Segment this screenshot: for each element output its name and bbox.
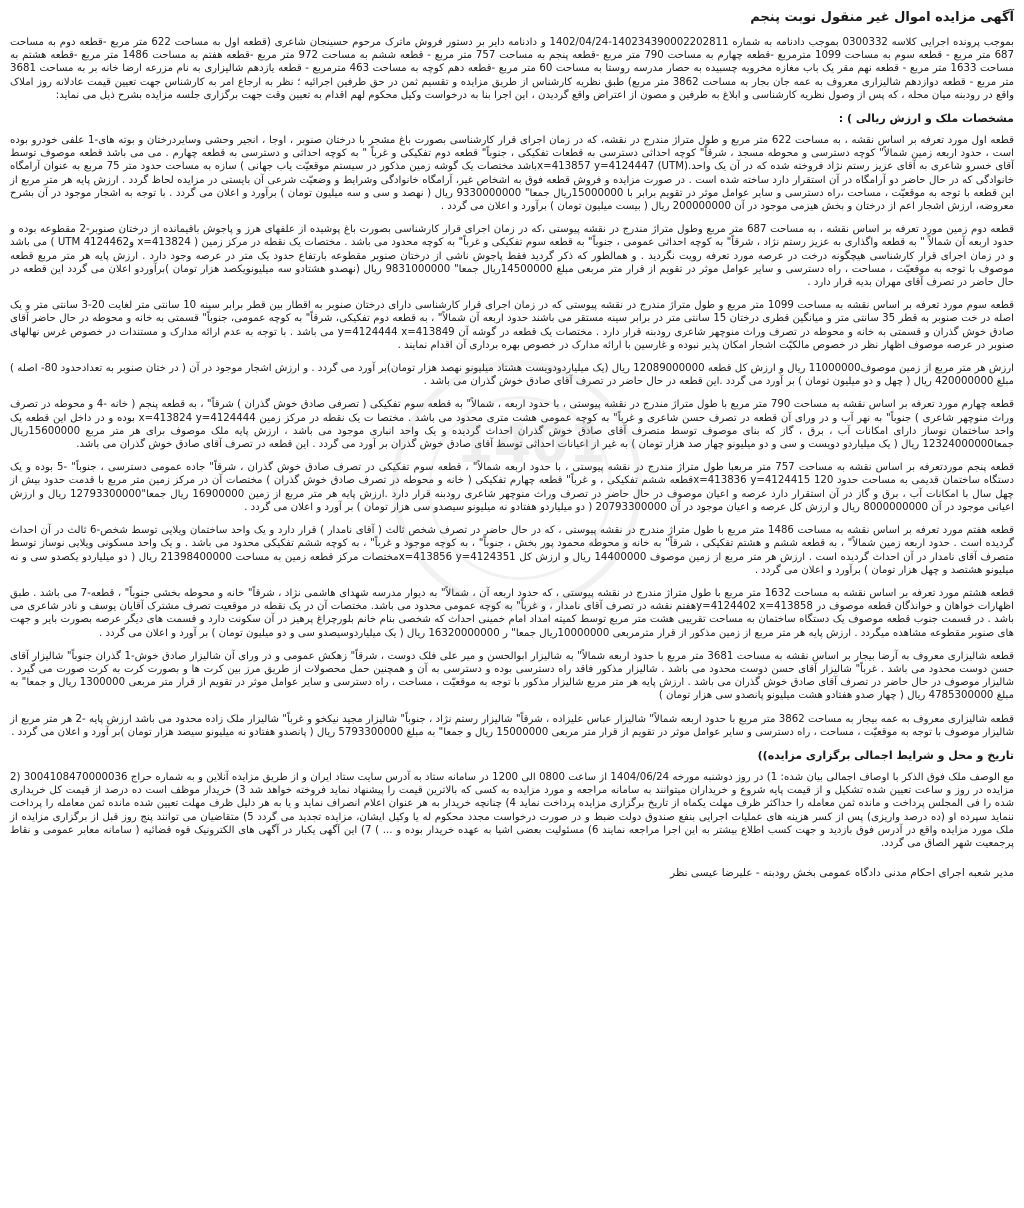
parcel-4-paragraph: قطعه چهارم مورد تعرفه بر اساس نقشه به مساحت 790 متر مربع با طول متراژ مندرج در نقشه پیوستی ، با حدود اربعه ، شمالاً" به قطعه سوم تفکیکی ( تصرفی صادق خوش گذران ) شرقاً" ، به قطعه پنجم ( خانه -4 و محوطه در تصرف وراث منوچهر شاعری ) جنوباً" به نهر آب و در ورای آن قطعه در تصرف حسن شاعری و غرباً" به کوچه عمومی هشت متری محدود می باشد . مختصا ت یک نقطه در مرکز زمین x=413824 y=4124444 بوده و در داخل این قطعه یک واحد ساختمان نوساز دارای امکانات آب ، برق ، گاز که بنای موصوف توسط متصرف آقای صادق خوش گذران احداث گردیده و یک واحد انباری موجود می باشد ، ارزش پایه ملک موصوف برای هر متر مربع 15600000ریال جمعا12324000000 ریال ( یک میلیاردو دویست و سی و دو میلیونو چهار صد هزار تومان ) به غیر از اعیانات احداثی توسط آقای صادق خوش گذران بر آورد می گردد . این قطعه در تصرف آقای صادق خوش گذران می باشد. [10, 399, 1014, 451]
parcel-3-paragraph: قطعه سوم مورد تعرفه بر اساس نقشه به مساحت 1099 متر مربع و طول متراژ مندرج در نقشه پیوستی که در زمان اجرای قرار کارشناسی دارای درختان صنوبر به اقطار بین قطر برابر سینه 10 سانتی متر لغایت 20-3 سانتی متر و یک اصله در خت صنوبر به قطر 35 سانتی متر و میانگین قطری درختان 15 سانتی متر در برابر سینه مستقر می باشند حدود اربعه آن شمالاً" ، به قطعه دوم تفکیکی، شرقاً" به کوچه عمومی، جنوباً" قسمتی به خانه و محوطه در حال حاضر آقای صادق خوش گذران و قسمتی به خانه و محوطه در تصرف وراث منوچهر شاعری رودبنه قرار دارد . مختصات یک قطعه در گوشه آن y=4124444 x=413849 می باشد . با توجه به عدم ارائه مدارک و مستندات در خصوص غرس نهالهای صنوبر در عرصه موصوف اظهار نظر در خصوص مالکیّت اشجار امکان پذیر نبوده و غارسین با ارائه مدارک در خصوص بهره برداری آن اقدام نمایند . [10, 300, 1015, 351]
parcel-5-paragraph: قطعه پنجم موردتعرفه بر اساس نقشه به مساحت 757 متر مربعبا طول متراژ مندرج در نقشه پیوستی ، با حدود اربعه شمالاً" ، قطعه سوم تفکیکی در تصرف صادق خوش گذران ، شرقاً" جاده عمومی دسترسی ، جنوباً" -5 بوده و یک دستگاه ساختمان قدیمی به مساحت حدود 120 x=413836 y=4124415قطعه ششم تفکیکی ، و غرباً" قطعه چهارم تفکیکی ( خانه و محوطه در تصرف صادق خوش گذران ) مختصات آن در مرکز زمین متر مربع با قدمت حدود بیش از چهل سال با امکانات آب ، برق و گاز در آن استقرار دارد عرصه و اعیان موصوف در حال حاضر در تصرف وراث منوچهر شاعری رودبنه قرار دارد .ارزش پایه هر متر مربع از زمین 16900000 ریال جمعا"12793300000 ریال و ارزش اعیانی موجود در آن 8000000000 ریال و ارزش کل عرصه و اعیان موجود در آن 20793300000 ( دو میلیاردو هفتادو نه میلیونو سیصدو سی هزار تومان ) بر آورد و اعلان می گردد . [10, 462, 1014, 513]
parcel-8-paragraph: قطعه هشتم مورد تعرفه بر اساس نقشه به مساحت 1632 متر مربع با طول متراژ مندرج در نقشه پیوستی ، که حدود اربعه آن ، شمالاً" به دیوار مدرسه شهدای هاشمی نژاد ، شرقاً" خانه و محوطه بخشی جنوباً" ، قطعه-7 می باشد . طبق اظهارات خواهان و خوانذگان قطعه موصوف در y=4124402 x=413858هفتم نقشه در تصرف آقای نامدار ، و غرباً" به کوچه عمومی محدود می باشد. مختصات آن در یک نقطه در موقعیت تصرف مشترک آقایان یوسف و نادر شاعری می باشد . در قسمت جنوب قطعه موصوف یک دستگاه ساختمان به مساحت تقریبی هشت متر مربع توسط کمیته امداد امام خمینی احداث که شخصی بنام خانم بلورچراغ پرهیز در آن سکونت دارد و قسمت های دیگر عرصه بصورت بایر و جهت های صنوبر مقطوعه مشاهده میگردد . ارزش پایه هر متر مربع از زمین مذکور از قرار مترمربعی 10000000ریال جمعا" ر 16320000000 ریال ( یک میلیاردوسیصدو سی و دو میلیون تومان ) بر آورد و اعلان می گردد . [10, 587, 1014, 639]
parcel-2-paragraph: قطعه دوم زمین مورد تعرفه بر اساس نقشه ، به مساحت 687 متر مربع وطول متراژ مندرج در نقشه پیوستی ،که در زمان اجرای قرار کارشناسی بصورت باغ پوشیده از علفهای هرز و پاجوش باقیمانده از درختان صنوبر-2 مقطوعه بوده و حدود اربعه آن شمالاً " به قطعه واگذاری به عزیز رستم نژاد ، شرقاً" به کوچه احداثی عمومی ، جنوباً" به قطعه سوم تفکیکی و غرباً" به کوچه محدود می باشد . مختصات یک نقطه در مرکز زمین ( x=413824 و4124462 UTM ) می باشد و در زمان اجرای قرار کارشناسی هیچگونه درخت در عرصه مورد تعرفه رویت نگردید . و همالطور که ذکر گردید فقط پاجوش ناشی از درختان صنوبر مقطوعه بارتفاع حدود یک متر در عرصه وجود دارد . ارزش پایه هر متر مربع قطعه موصوف با توجه به موقعیّت ، مساحت ، راه دسترسی و سایر عوامل موثر در تقویم از قرار متر مربعی مبلغ 14500000ریال جمعا" 9831000000 ریال (نهصدو هشتادو سه میلیونویکصد هزار تومان )برآوردو اعلان می گردد این قطعه در حال حاضر در تصرف آقای مهران بدیه قرار دارد . [10, 224, 1014, 289]
date-heading: تاریخ و محل و شرایط اجمالی برگزاری مزایده)) [757, 748, 1014, 762]
conditions-paragraph: مع الوصف ملک فوق الذکر با اوصاف اجمالی بیان شده: 1) در روز دوشنبه مورخه 1404/06/24 از ساعت 0800 الی 1200 در سامانه ستاد به آدرس سایت ستاد ایران و از طریق مزایده آنلاین و به شماره حراج 3004108470000036 (2 مزایده در روز و ساعت تعیین شده تشکیل و از قیمت پایه شروع و خریداران میتوانند به سامانه مراجعه و مورد مزایده به کسی که بالاترین قیمت را پیشنهاد نماید فروخته خواهد شد 3) خریدار موظف است ده درصد از قیمت کل خریداری شده را فی المجلس پرداخت و مانده ثمن معامله را حداکثر ظرف مهلت یکماه از تاریخ برگزاری مزایده پرداخت نماید 4) چنانچه خریدار به هر عنوان اعلام انصراف نماید و یا به هر دلیل ظرف مهلت تعیین شده مانده ثمن معامله را پرداخت ننماید سپرده او (ده درصد واریزی) پس از کسر هزینه های عملیات اجرایی بنفع صندوق دولت ضبط و در صورت درخواست مجدد محکوم له یا وکیل ایشان، مزایده تجدید می گردد 5) متقاضیان می توانند پنج روز قبل از برگزاری مزایده از ملک مورد مزایده واقع در آدرس فوق بازدید و جهت کسب اطلاع بیشتر به این اجرا مراجعه نمایند 6) مسئولیت بعضی اشیا به عهده خریدار بوده و ... ) 7) این آگهی یکبار در آگهی های الکترونیک قوه قضائیه ( سامانه معابر عمومی و نقاط پرجمعیت شهر الصاق می گردد. [10, 771, 1015, 849]
parcel-1-paragraph: قطعه اول مورد تعرفه بر اساس نقشه ، به مساحت 622 متر مربع و طول متراژ مندرج در نقشه، که در زمان اجرای قرار کارشناسی بصورت باغ مشجر با درختان صنوبر ، اوجا ، انجیر وحشی وسایردرختان و بوته های-1 علفی خودرو بوده است ، حدود اربعه زمین شمالاً" کوچه دسترسی و محوطه مسجد ، شرقاً" کوچه احداثی دسترسی به قطعات تفکیکی ، جنوباً" قطعه دوم تفکیکی و غرباً " به کوچه احداثی و دسترسی به قطعه چهارم . می می باشد قطعه موصوف توسط آقای خسرو شاعری به آقای عزیز رستم نژاد فروخته شده که در آن یک واحد.x=413857 y=4124447 (UTM)باشد مختصات یک گوشه زمین مذکور در سیستم موقعیّت یاب جهانی ) سازه به مساحت حدود متر 75 مربع به عنوان آرامگاه خانوادگی که در حال حاضر دو آرامگاه در آن استقرار دارد ساخته شده است . در صورت مزایده و فروش قطعه فوق به اشخاص غیر، آرامگاه خانوادگی وشرایط و وضعیّت شرعی آن بایستی در مزایده لحاظ گردد . ارزش پایه هر متر مربع از این قطعه با توجه به موقعیّت ، مساحت ،راه دسترسی و سایر عوامل موثر در تقویم برابر با 15000000ریال جمعا" 9330000000 ریال ( نهصد و سی و سه میلیون تومان ) برآورد و اعلان می گردد . با توجه به اشجار موجود در آن بشرح معروضه، ارزش اشجار اعم از درختان و بخش هیزمی موجود در آن 200000000 ریال ( بیست میلیون تومان ) برآورد و اعلان می گردد . [10, 135, 1014, 213]
paddy-1-paragraph: قطعه شالیزاری معروف به آرضا بیجار بر اساس نقشه به مساحت 3681 متر مربع با حدود اربعه شمالاً" به شالیزار ابوالحسن و میر علی فلک دوست ، شرقاً" زهکش عمومی و در ورای آن شالیزار صادق خوش-1 گذران جنوباً" شالیزار آقای حسن دوست محدود می باشد . غرباً" شالیزار آقای حسن دوست محدود می باشد . شالیزار مذکور فاقد راه دسترسی بوده و دسترسی به آن و همچنین حمل محصولات از طریق مرز بین کرت ها و بصورت کرت به کرت صورت می گیرد . شالیزار موصوف در حال حاضر در تصرف آقای صادق خوش گذران می باشد . ارزش پایه هر متر مربع شالیزار مذکور با توجه به موقعیّت ، مساحت ، راه دسترسی و سایر عوامل موثر در تقویم از قرار متر مربعی 1300000 ریال و جمعا" به مبلغ 4785300000 ریال ( چهار صدو هفتادو هشت میلیونو پانصدو سی هزار تومان ) [10, 650, 1014, 702]
parcel-7-paragraph: قطعه هفتم مورد تعرفه بر اساس نقشه به مساحت 1486 متر مربع با طول متراژ مندرج در نقشه پیوستی ، که در حال حاضر در تصرف شخص ثالث ( آقای نامدار ) قرار دارد و یک واحد ساختمان ویلایی توسط شخص-6 ثالث در آن احداث گردیده است . حدود اربعه زمین شمالاً" ، به قطعه ششم و هشتم تفکیکی ، شرقاً" به خانه و محوطه محمود پور بخش ، جنوباً" ، به کوچه موجود و غرباً" ، به کوچه ششم تفکیکی محدود می باشد . و یک واحد مسکونی ویلایی نوساز توسط متصرف آقای نامدار در آن احداث گردیده است . ارزش هر متر مربع از زمین موصوف 14400000 ریال و ارزش کل x=413856 y=4124351مختصات مرکز قطعه زمین به مساحت 21398400000 ریال ( دو میلیاردو یکصدو سی و نه میلیونو هشتصد و چهل هزار تومان ) برآورد و اعلان می گردد . [10, 525, 1015, 576]
signature-line: مدیر شعبه اجرای احکام مدنی دادگاه عمومی بخش رودبنه - علیرضا عیسی نظر [670, 867, 1014, 880]
parcel-3-value-paragraph: ارزش هر متر مربع از زمین موصوف11000000 ریال و ارزش کل قطعه 12089000000 ریال (یک میلیاردودویست هشتاد میلیونو نهصد هزار تومان)بر آورد می گردد . و ارزش اشجار موجود در آن ( در ختان صنوبر به تعدادحدود 80- اصله ) مبلغ 420000000 ریال ( چهل و دو میلیون تومان ) بر آورد می گردد .این قطعه در حال حاضر در تصرف آقای صادق خوش گذران می باشد . [10, 363, 1014, 388]
intro-paragraph: بموجب پرونده اجرایی کلاسه 0300332 بموجب دادنامه به شماره 140234390002202811-1402/04/24 و دادنامه دایر بر دستور فروش ماترک مرحوم حسینجان شاعری (قطعه اول به مساحت 622 متر مربع -قطعه دوم به مساحت 687 متر مربع - قطعه سوم به مساحت 1099 مترمربع -قطعه چهارم به مساحت 790 متر مربع -قطعه پنجم به مساحت 757 متر مربع - قطعه ششم به مساحت 972 متر مربع -قطعه هفتم به مساحت 1486 متر مربع -قطعه هشتم به مساحت 1633 متر مربع - قطعه نهم مقر یک باب مغازه مخروبه چسبیده به حصار مدرسه روستا به مساحت 60 متر مربع -قطعه دهم کوچه به مساحت 463 مترمربع - قطعه یازدهم شالیزاری به نام مزرعه ارضا خانه بر به مساحت 3681 متر مربع - قطعه دوازدهم شالیزاری معروف به عمه جان بجار به مساحت 3862 متر مربع) طبق نظریه کارشناس از طریق مزایده و تقسیم ثمن در حق طرفین اجرائیه ؛ نظر به ارجاع امر به کارشناس جهت تعیین قیمت عادلانه روز املاک واقع در رودبنه میان محله ، که پس از وصول نظریه کارشناسی و ابلاغ به طرفین و مصون از اعتراض واقع گردیدن ، این اجرا بنا به درخواست وکیل محکوم لهم اقدام به تعیین وقت جهت برگزاری جلسه مزایده بشرح ذیل می نماید: [10, 37, 1015, 101]
notice-title: آگهی مزایده اموال غیر منقول نوبت پنجم [750, 10, 1014, 25]
paddy-2-paragraph: قطعه شالیزاری معروف به عمه بیجار به مساحت 3862 متر مربع با حدود اربعه شمالاً" شالیزار عباس علیزاده ، شرقاً" شالیزار رستم نژاد ، جنوباً" شالیزار مجید نیکخو و غرباً" شالیزار ملک زاده محدود می باشد ارزش پایه -2 هر متر مربع از شالیزار موصوف با توجه به موقعیّت ، مساحت ، راه دسترسی و سایر عوامل موثر در تقویم از قرار متر مربعی 15000000 ریال و جمعا" به مبلغ 5793300000 ریال ( پانصدو هفتادو نه میلیونو سیصد هزار تومان )بر آورد و اعلان می گردد . [10, 713, 1014, 738]
watermark-number: 1401 [456, 412, 607, 475]
specs-heading: مشخصات ملک و ارزش ریالی ) : [838, 112, 1014, 126]
